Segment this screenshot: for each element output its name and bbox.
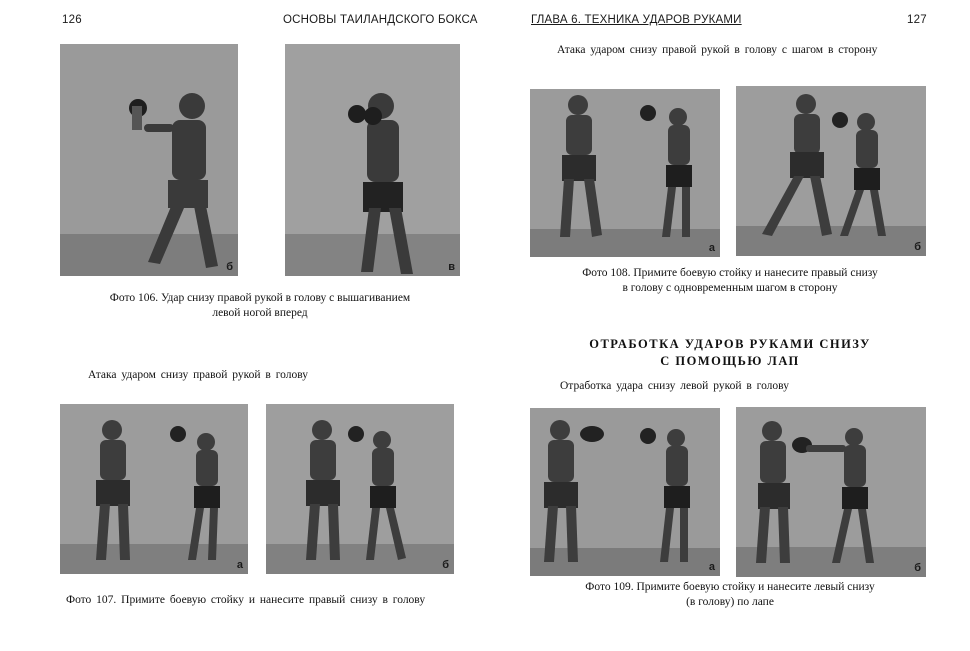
caption-line: (в голову) по лапе xyxy=(686,596,774,608)
photo-label: а xyxy=(708,242,715,254)
running-title-right: ГЛАВА 6. ТЕХНИКА УДАРОВ РУКАМИ xyxy=(531,14,742,26)
page-number-right: 127 xyxy=(907,14,927,26)
caption-line: Фото 108. Примите боевую стойку и нанесите правый снизу xyxy=(582,267,878,279)
boxer-photo-icon xyxy=(285,44,460,276)
photo-label: в xyxy=(448,261,455,273)
photo-109a xyxy=(530,408,720,576)
caption-line: Фото 109. Примите боевую стойку и нанесите левый снизу xyxy=(585,581,875,593)
caption-photo-106 xyxy=(60,291,460,321)
photo-label: б xyxy=(914,241,921,253)
heading-line: С ПОМОЩЬЮ ЛАП xyxy=(660,354,800,368)
caption-photo-108 xyxy=(520,266,940,296)
section-heading xyxy=(545,336,915,370)
photo-label: а xyxy=(236,559,243,571)
right-page xyxy=(485,0,970,651)
boxer-photo-icon xyxy=(736,86,926,256)
photo-107b xyxy=(266,404,454,574)
photo-106b xyxy=(60,44,238,276)
caption-photo-107: Фото 107. Примите боевую стойку и нанесите правый снизу в голову xyxy=(66,594,426,606)
subsection-text: Отработка удара снизу левой рукой в голову xyxy=(560,380,789,392)
photo-label: б xyxy=(226,261,233,273)
section-intro-right: Атака ударом снизу правой рукой в голову с шагом в сторону xyxy=(557,44,878,56)
photo-108a xyxy=(530,89,720,257)
boxer-photo-icon xyxy=(530,89,720,257)
photo-107a xyxy=(60,404,248,574)
photo-label: а xyxy=(708,561,715,573)
photo-108b xyxy=(736,86,926,256)
caption-line: в голову с одновременным шагом в сторону xyxy=(622,282,838,294)
section-intro-left: Атака ударом снизу правой рукой в голову xyxy=(88,369,309,381)
boxer-photo-icon xyxy=(736,407,926,577)
caption-photo-109 xyxy=(520,580,940,610)
photo-label: б xyxy=(914,562,921,574)
caption-line: левой ногой вперед xyxy=(212,307,308,319)
running-title-left: ОСНОВЫ ТАИЛАНДСКОГО БОКСА xyxy=(283,14,478,26)
photo-label: б xyxy=(442,559,449,571)
photo-106v xyxy=(285,44,460,276)
heading-line: ОТРАБОТКА УДАРОВ РУКАМИ СНИЗУ xyxy=(589,337,871,351)
boxer-photo-icon xyxy=(266,404,454,574)
boxer-photo-icon xyxy=(60,44,238,276)
boxer-photo-icon xyxy=(60,404,248,574)
page-number-left: 126 xyxy=(62,14,82,26)
photo-109b xyxy=(736,407,926,577)
caption-line: Фото 106. Удар снизу правой рукой в голову с вышагиванием xyxy=(109,292,411,304)
boxer-photo-icon xyxy=(530,408,720,576)
